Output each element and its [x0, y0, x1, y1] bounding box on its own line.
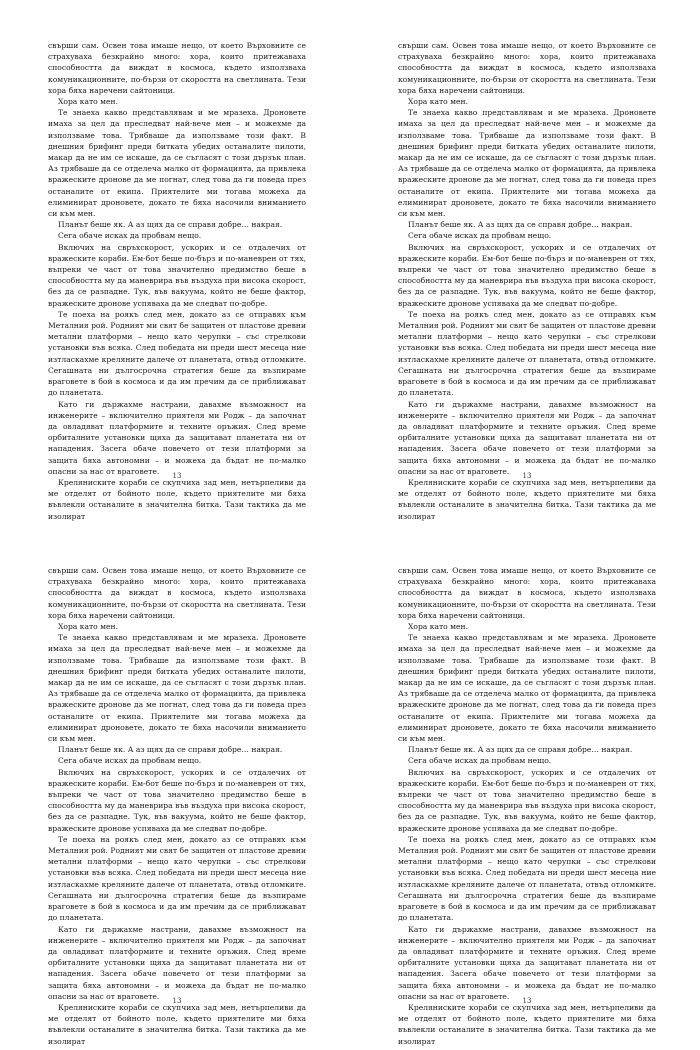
page-number: 13	[522, 997, 532, 1005]
paragraph: Хора като мен.	[408, 622, 468, 632]
page-number: 13	[522, 472, 532, 480]
paragraph: Хора като мен.	[58, 97, 118, 107]
book-page-bottom-right	[350, 525, 690, 1050]
book-page-bottom-left	[0, 525, 340, 1050]
paragraph: Включих на свръхскорост, ускорих и се отдалечих от вражеските кораби. Ем-бот беше по-бърз и по-маневрен от тях, въпреки че част от това значително предимство беше в способността му да маневрира във въздуха при висока скорост, без да се разпадне. Тук, във вакуума, който не беше фактор, вражеските дронове успяваха да ме следват по-добре.	[398, 767, 656, 833]
paragraph: Сега обаче исках да пробвам нещо.	[408, 231, 552, 241]
paragraph: Като ги държахме настрани, давахме възможност на инженерите – включително приятеля ми Родж – да започнат да овладяват платформите и техните оръжия. След време орбиталните установки щяха да защитават планетата ни от нападения. Засега обаче повечето от тези платформи за защита бяха автономни – и можеха да бъдат не по-малко опасни за нас от враговете.	[48, 399, 306, 476]
paragraph: Те поеха на роякъ след мен, докато аз се отправях към Металния рой. Родният ми свят бе защитен от пластове древни метални платформи – нещо като черупки – със стрелкови установки във всяка. След победата ни преди шест месеца ние изтласкахме креляните далече от планетата, отвъд отломките. Сегашната ни дългосрочна стратегия беше да възпираме враговете в бой в космоса и да им пречим да се приближават до планетата.	[398, 834, 656, 923]
paragraph: Като ги държахме настрани, давахме възможност на инженерите – включително приятеля ми Родж – да започнат да овладяват платформите и техните оръжия. След време орбиталните установки щяха да защитават планетата ни от нападения. Засега обаче повечето от тези платформи за защита бяха автономни – и можеха да бъдат не по-малко опасни за нас от враговете.	[48, 924, 306, 1001]
paragraph: Планът беше як. А аз щях да се справя добре… накрая.	[58, 220, 283, 230]
paragraph: Те знаеха какво представлявам и ме мразеха. Дроновете имаха за цел да преследват най-вече мен – и можехме да използваме това. Трябваше да използваме този факт. В днешния брифинг преди битката убедих останалите пилоти, макар да не им се искаше, да се съгласят с този дързък план. Аз трябваше да се отделеча малко от формацията, да привлека вражеските дронове да ме погнат, след това да ги поведа през останалите от екипа. Приятелите ми тогава можеха да елиминират дроновете, докато те бяха насочили вниманието си към мен.	[398, 633, 656, 744]
paragraph: Те знаеха какво представлявам и ме мразеха. Дроновете имаха за цел да преследват най-вече мен – и можехме да използваме това. Трябваше да използваме този факт. В днешния брифинг преди битката убедих останалите пилоти, макар да не им се искаше, да се съгласят с този дързък план. Аз трябваше да се отделеча малко от формацията, да привлека вражеските дронове да ме погнат, след това да ги поведа през останалите от екипа. Приятелите ми тогава можеха да елиминират дроновете, докато те бяха насочили вниманието си към мен.	[48, 633, 306, 744]
book-page-top-left	[0, 0, 340, 525]
paragraph: Креляниските кораби се скупчиха зад мен, нетърпеливи да ме отделят от бойното поле, където приятелите ми бяха въвлекли останалите в значителна битка. Тази тактика да ме изолират	[48, 1002, 306, 1046]
text-column	[398, 40, 656, 522]
paragraph: Те поеха на роякъ след мен, докато аз се отправях към Металния рой. Родният ми свят бе защитен от пластове древни метални платформи – нещо като черупки – със стрелкови установки във всяка. След победата ни преди шест месеца ние изтласкахме креляните далече от планетата, отвъд отломките. Сегашната ни дългосрочна стратегия беше да възпираме враговете в бой в космоса и да им пречим да се приближават до планетата.	[48, 309, 306, 398]
paragraph: Планът беше як. А аз щях да се справя добре… накрая.	[408, 745, 633, 755]
paragraph: Креляниските кораби се скупчиха зад мен, нетърпеливи да ме отделят от бойното поле, където приятелите ми бяха въвлекли останалите в значителна битка. Тази тактика да ме изолират	[398, 477, 656, 521]
paragraph: Планът беше як. А аз щях да се справя добре… накрая.	[58, 745, 283, 755]
paragraph: свърши сам. Освен това имаше нещо, от което Върховните се страхуваха безкрайно много: хора, които притежаваха способността да виждат в космоса, където използваха комуникационните, по-бързи от скоростта на светлината. Тези хора бяха наречени сайтоници.	[48, 41, 306, 95]
paragraph: Те поеха на роякъ след мен, докато аз се отправях към Металния рой. Родният ми свят бе защитен от пластове древни метални платформи – нещо като черупки – със стрелкови установки във всяка. След победата ни преди шест месеца ние изтласкахме креляните далече от планетата, отвъд отломките. Сегашната ни дългосрочна стратегия беше да възпираме враговете в бой в космоса и да им пречим да се приближават до планетата.	[398, 309, 656, 398]
paragraph: Включих на свръхскорост, ускорих и се отдалечих от вражеските кораби. Ем-бот беше по-бърз и по-маневрен от тях, въпреки че част от това значително предимство беше в способността му да маневрира във въздуха при висока скорост, без да се разпадне. Тук, във вакуума, който не беше фактор, вражеските дронове успяваха да ме следват по-добре.	[48, 767, 306, 833]
book-page-top-right	[350, 0, 690, 525]
paragraph: Планът беше як. А аз щях да се справя добре… накрая.	[408, 220, 633, 230]
page-number: 13	[172, 472, 182, 480]
text-column	[398, 565, 656, 1047]
paragraph: Креляниските кораби се скупчиха зад мен, нетърпеливи да ме отделят от бойното поле, където приятелите ми бяха въвлекли останалите в значителна битка. Тази тактика да ме изолират	[48, 477, 306, 521]
paragraph: Хора като мен.	[408, 97, 468, 107]
paragraph: Като ги държахме настрани, давахме възможност на инженерите – включително приятеля ми Родж – да започнат да овладяват платформите и техните оръжия. След време орбиталните установки щяха да защитават планетата ни от нападения. Засега обаче повечето от тези платформи за защита бяха автономни – и можеха да бъдат не по-малко опасни за нас от враговете.	[398, 399, 656, 476]
paragraph: Сега обаче исках да пробвам нещо.	[58, 756, 202, 766]
page-number: 13	[172, 997, 182, 1005]
paragraph: Те знаеха какво представлявам и ме мразеха. Дроновете имаха за цел да преследват най-вече мен – и можехме да използваме това. Трябваше да използваме този факт. В днешния брифинг преди битката убедих останалите пилоти, макар да не им се искаше, да се съгласят с този дързък план. Аз трябваше да се отделеча малко от формацията, да привлека вражеските дронове да ме погнат, след това да ги поведа през останалите от екипа. Приятелите ми тогава можеха да елиминират дроновете, докато те бяха насочили вниманието си към мен.	[48, 108, 306, 219]
paragraph: Те знаеха какво представлявам и ме мразеха. Дроновете имаха за цел да преследват най-вече мен – и можехме да използваме това. Трябваше да използваме този факт. В днешния брифинг преди битката убедих останалите пилоти, макар да не им се искаше, да се съгласят с този дързък план. Аз трябваше да се отделеча малко от формацията, да привлека вражеските дронове да ме погнат, след това да ги поведа през останалите от екипа. Приятелите ми тогава можеха да елиминират дроновете, докато те бяха насочили вниманието си към мен.	[398, 108, 656, 219]
text-column	[48, 40, 306, 522]
paragraph: свърши сам. Освен това имаше нещо, от което Върховните се страхуваха безкрайно много: хора, които притежаваха способността да виждат в космоса, където използваха комуникационните, по-бързи от скоростта на светлината. Тези хора бяха наречени сайтоници.	[48, 566, 306, 620]
paragraph: Сега обаче исках да пробвам нещо.	[58, 231, 202, 241]
paragraph: Сега обаче исках да пробвам нещо.	[408, 756, 552, 766]
paragraph: Хора като мен.	[58, 622, 118, 632]
paragraph: Включих на свръхскорост, ускорих и се отдалечих от вражеските кораби. Ем-бот беше по-бърз и по-маневрен от тях, въпреки че част от това значително предимство беше в способността му да маневрира във въздуха при висока скорост, без да се разпадне. Тук, във вакуума, който не беше фактор, вражеските дронове успяваха да ме следват по-добре.	[398, 242, 656, 308]
paragraph: свърши сам. Освен това имаше нещо, от което Върховните се страхуваха безкрайно много: хора, които притежаваха способността да виждат в космоса, където използваха комуникационните, по-бързи от скоростта на светлината. Тези хора бяха наречени сайтоници.	[398, 566, 656, 620]
paragraph: свърши сам. Освен това имаше нещо, от което Върховните се страхуваха безкрайно много: хора, които притежаваха способността да виждат в космоса, където използваха комуникационните, по-бързи от скоростта на светлината. Тези хора бяха наречени сайтоници.	[398, 41, 656, 95]
text-column	[48, 565, 306, 1047]
paragraph: Креляниските кораби се скупчиха зад мен, нетърпеливи да ме отделят от бойното поле, където приятелите ми бяха въвлекли останалите в значителна битка. Тази тактика да ме изолират	[398, 1002, 656, 1046]
paragraph: Те поеха на роякъ след мен, докато аз се отправях към Металния рой. Родният ми свят бе защитен от пластове древни метални платформи – нещо като черупки – със стрелкови установки във всяка. След победата ни преди шест месеца ние изтласкахме креляните далече от планетата, отвъд отломките. Сегашната ни дългосрочна стратегия беше да възпираме враговете в бой в космоса и да им пречим да се приближават до планетата.	[48, 834, 306, 923]
paragraph: Като ги държахме настрани, давахме възможност на инженерите – включително приятеля ми Родж – да започнат да овладяват платформите и техните оръжия. След време орбиталните установки щяха да защитават планетата ни от нападения. Засега обаче повечето от тези платформи за защита бяха автономни – и можеха да бъдат не по-малко опасни за нас от враговете.	[398, 924, 656, 1001]
paragraph: Включих на свръхскорост, ускорих и се отдалечих от вражеските кораби. Ем-бот беше по-бърз и по-маневрен от тях, въпреки че част от това значително предимство беше в способността му да маневрира във въздуха при висока скорост, без да се разпадне. Тук, във вакуума, който не беше фактор, вражеските дронове успяваха да ме следват по-добре.	[48, 242, 306, 308]
